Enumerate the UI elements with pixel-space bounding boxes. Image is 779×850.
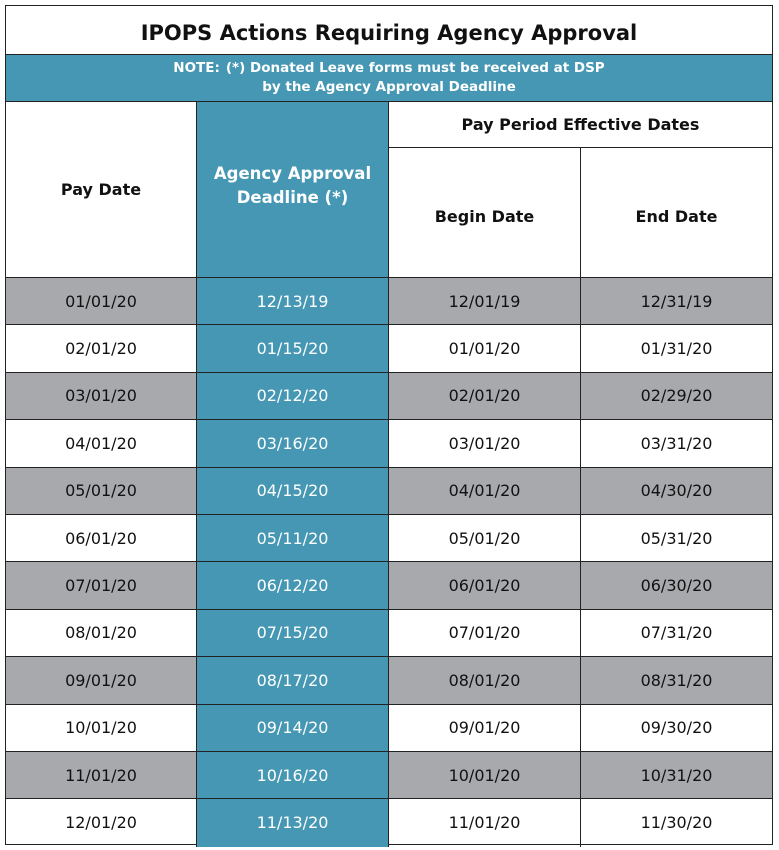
table-row [6, 752, 772, 799]
pay-date-cell: 10/01/20 [6, 705, 197, 751]
header-pay-period-effective-dates: Pay Period Effective Dates [389, 102, 772, 148]
agency-deadline-cell: 09/14/20 [197, 705, 389, 751]
end-date-cell: 12/31/19 [581, 278, 772, 324]
pay-date-cell: 01/01/20 [6, 278, 197, 324]
table-row [6, 515, 772, 562]
table-row [6, 278, 772, 325]
approval-table [5, 5, 773, 845]
begin-date-cell: 10/01/20 [389, 752, 581, 798]
begin-date-cell: 11/01/20 [389, 799, 581, 846]
note-text-2: by the Agency Approval Deadline [262, 79, 516, 95]
table-row [6, 562, 772, 609]
begin-date-cell: 05/01/20 [389, 515, 581, 561]
pay-date-cell: 09/01/20 [6, 657, 197, 703]
begin-date-cell: 06/01/20 [389, 562, 581, 608]
agency-deadline-cell: 05/11/20 [197, 515, 389, 561]
begin-date-cell: 09/01/20 [389, 705, 581, 751]
agency-deadline-cell: 11/13/20 [197, 799, 389, 846]
pay-date-cell: 04/01/20 [6, 420, 197, 466]
agency-deadline-cell: 04/15/20 [197, 468, 389, 514]
note-text-1: (*) Donated Leave forms must be received at DSP [225, 60, 605, 76]
begin-date-cell: 01/01/20 [389, 325, 581, 371]
agency-deadline-cell: 07/15/20 [197, 610, 389, 656]
header-agency-deadline-line2: Deadline (*) [236, 187, 349, 207]
end-date-cell: 06/30/20 [581, 562, 772, 608]
end-date-cell: 11/30/20 [640, 813, 713, 833]
begin-date-cell: 02/01/20 [389, 373, 581, 419]
begin-date-cell: 07/01/20 [389, 610, 581, 656]
agency-deadline-cell: 06/12/20 [197, 562, 389, 608]
table-body [6, 277, 772, 847]
table-row [6, 468, 772, 515]
pay-date-cell: 02/01/20 [6, 325, 197, 371]
header-begin-date: Begin Date [389, 148, 581, 277]
header-agency-deadline [197, 102, 389, 277]
table-row [6, 657, 772, 704]
agency-deadline-cell: 12/13/19 [197, 278, 389, 324]
end-date-cell: 03/31/20 [640, 433, 713, 453]
end-date-cell: 05/31/20 [640, 528, 713, 548]
agency-deadline-cell: 01/15/20 [197, 325, 389, 371]
note-banner [6, 54, 772, 102]
table-title: IPOPS Actions Requiring Agency Approval [140, 21, 638, 45]
begin-date-cell: 03/01/20 [389, 420, 581, 466]
end-date-cell: 08/31/20 [581, 657, 772, 703]
agency-deadline-cell: 03/16/20 [197, 420, 389, 466]
agency-deadline-cell: 02/12/20 [197, 373, 389, 419]
table-row [6, 705, 772, 752]
table-row [6, 373, 772, 420]
pay-date-cell: 11/01/20 [6, 752, 197, 798]
pay-date-cell: 07/01/20 [6, 562, 197, 608]
table-row [6, 325, 772, 372]
end-date-cell: 01/31/20 [640, 339, 713, 359]
end-date-cell: 09/30/20 [640, 718, 713, 738]
end-date-cell: 10/31/20 [581, 752, 772, 798]
header-pay-date: Pay Date [6, 102, 197, 277]
header-agency-deadline-line1: Agency Approval [213, 163, 372, 183]
end-date-cell: 02/29/20 [581, 373, 772, 419]
pay-date-cell: 06/01/20 [6, 515, 197, 561]
agency-deadline-cell: 08/17/20 [197, 657, 389, 703]
header-end-date: End Date [635, 207, 718, 226]
pay-date-cell: 12/01/20 [6, 799, 197, 846]
table-row [6, 420, 772, 467]
begin-date-cell: 08/01/20 [389, 657, 581, 703]
note-line-1 [6, 59, 772, 78]
end-date-cell: 07/31/20 [640, 623, 713, 643]
end-date-cell: 04/30/20 [581, 468, 772, 514]
note-label: NOTE: [173, 60, 220, 76]
table-row [6, 799, 772, 846]
pay-date-cell: 08/01/20 [6, 610, 197, 656]
agency-deadline-cell: 10/16/20 [197, 752, 389, 798]
pay-date-cell: 05/01/20 [6, 468, 197, 514]
begin-date-cell: 12/01/19 [389, 278, 581, 324]
pay-date-cell: 03/01/20 [6, 373, 197, 419]
begin-date-cell: 04/01/20 [389, 468, 581, 514]
table-row [6, 610, 772, 657]
